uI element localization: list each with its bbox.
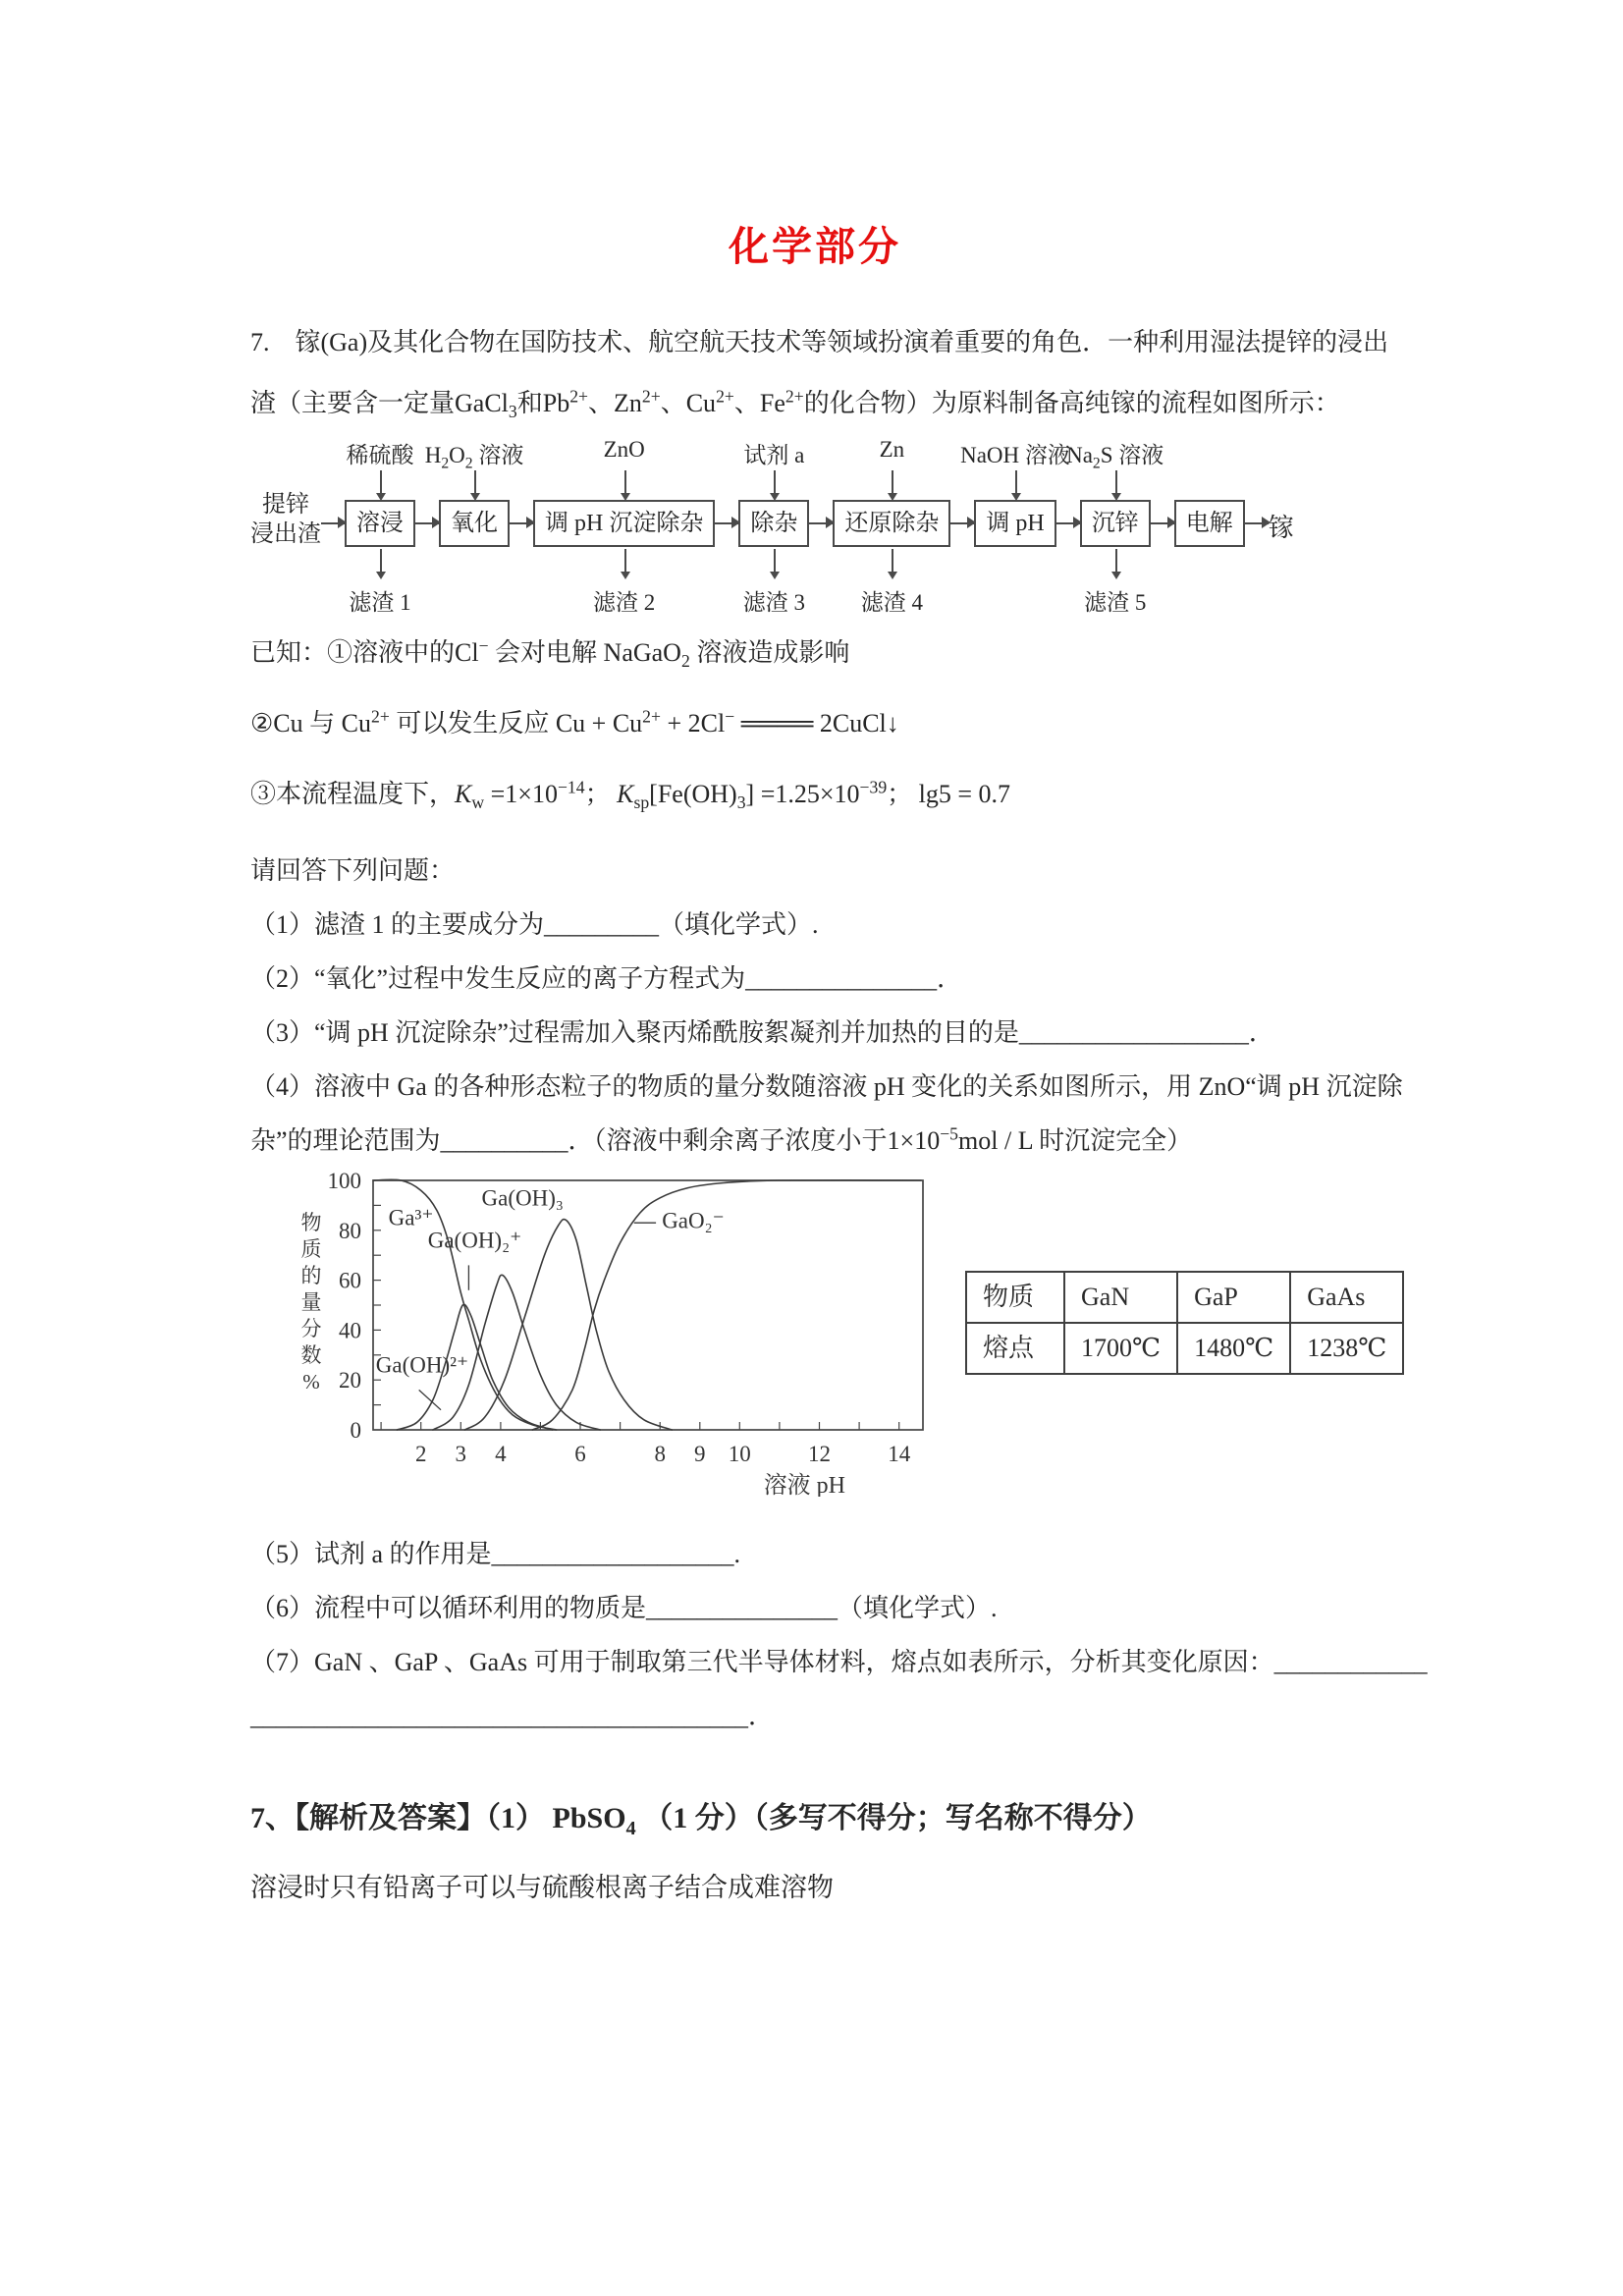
flow-residue-label: 滤渣 3 [742,590,805,615]
question-7-line2: 渣（主要含一定量GaCl$_3$和$Pb^{2+}$、$Zn^{2+}$、$Cu^{2+}$、$Fe^{2+}$的化合物）为原料制备高纯镓的流程如图所示： [250,386,1340,422]
flow-arrow-right-icon [809,522,833,524]
known-item-1: 已知：①溶液中的Cl− 会对电解 NaGaO$_2$ 溶液造成影响 [250,635,850,672]
svg-text:量: 量 [300,1290,322,1314]
flow-step-chuza [738,437,809,622]
flow-step-box: 调 pH [974,500,1055,547]
svg-text:物: 物 [300,1211,322,1234]
flow-step-box: 电解 [1174,500,1245,547]
flow-source-line2: 浸出渣 [250,521,321,547]
process-flow-diagram [250,437,1380,622]
svg-text:3: 3 [455,1442,467,1466]
flow-arrow-right-icon [1151,522,1174,524]
svg-text:12: 12 [808,1442,831,1466]
svg-text:14: 14 [888,1442,911,1466]
ga-species-ph-chart [290,1173,934,1497]
flow-residue-label: 滤渣 5 [1084,590,1147,615]
svg-text:10: 10 [728,1442,751,1466]
flow-arrow-down-icon [892,549,893,576]
flow-arrow-down-icon [1015,470,1017,498]
table-row [966,1323,1403,1374]
svg-text:8: 8 [654,1442,666,1466]
answer-line2: 溶浸时只有铅离子可以与硫酸根离子结合成难溶物 [250,1873,834,1902]
svg-text:Ga(OH)₂⁺: Ga(OH)₂⁺ [427,1228,522,1253]
flow-step-box: 沉锌 [1080,500,1151,547]
table-cell: GaN [1064,1272,1177,1323]
flow-arrow-down-icon [892,470,893,498]
subquestion-6: （6）流程中可以循环利用的物质是_______________（填化学式）. [250,1594,998,1622]
flow-reagent-label: NaOH 溶液 [960,443,1070,467]
subquestion-3: （3）“调 pH 沉淀除杂”过程需加入聚丙烯酰胺絮凝剂并加热的目的是__________________． [250,1018,1274,1047]
svg-text:60: 60 [339,1268,361,1293]
flow-step-tiaoph-chenDian [533,437,715,622]
answer-prompt: 请回答下列问题： [250,856,456,885]
flow-reagent-label: 试剂 a [743,443,805,467]
svg-text:20: 20 [339,1368,361,1394]
flow-arrow-right-icon [715,522,738,524]
flow-arrow-right-icon [510,522,533,524]
flow-reagent-label: Zn [879,437,905,462]
flow-step-box: 还原除杂 [833,500,950,547]
flow-step-box: 氧化 [439,500,510,547]
flow-arrow-right-icon [1056,522,1080,524]
flow-step-box: 除杂 [738,500,809,547]
subquestion-4-line1: （4）溶液中 Ga 的各种形态粒子的物质的量分数随溶液 pH 变化的关系如图所示，用 ZnO“调 pH 沉淀除 [250,1072,1403,1101]
svg-text:80: 80 [339,1218,361,1243]
svg-text:4: 4 [495,1442,507,1466]
flow-arrow-right-icon [415,522,439,524]
svg-text:溶液 pH: 溶液 pH [763,1473,846,1497]
flow-arrow-right-icon [321,522,345,524]
svg-text:Ga³⁺: Ga³⁺ [388,1205,434,1230]
table-cell: GaP [1177,1272,1290,1323]
melting-point-table [965,1271,1404,1375]
subquestion-1: （1）滤渣 1 的主要成分为_________（填化学式）. [250,910,819,939]
svg-text:Ga(OH)₃: Ga(OH)₃ [481,1185,564,1211]
flow-step-box: 调 pH 沉淀除杂 [533,500,715,547]
ga-species-ph-chart-svg [290,1173,928,1497]
flow-residue-label: 滤渣 4 [860,590,923,615]
flow-arrow-down-icon [774,549,776,576]
flow-step-chenxin [1066,437,1164,622]
subquestion-2: （2）“氧化”过程中发生反应的离子方程式为_______________． [250,964,963,993]
flow-reagent-label: $Na_2S$ 溶液 [1066,443,1164,472]
svg-text:的: 的 [300,1264,322,1287]
known-item-2: ②Cu 与 $Cu^{2+}$ 可以发生反应 $Cu + Cu^{2+} + 2Cl^-$ ════ 2CuCl↓ [250,706,899,738]
table-cell: 熔点 [966,1323,1064,1374]
flow-arrow-right-icon [1245,522,1269,524]
svg-text:GaO₂⁻: GaO₂⁻ [662,1208,725,1233]
flow-arrow-down-icon [380,470,382,498]
subquestion-4-line2: 杂”的理论范围为__________．（溶液中剩余离子浓度小于$1\times 10^{-5}mol / L$ 时沉淀完全） [250,1123,1193,1155]
svg-text:40: 40 [339,1318,361,1343]
svg-text:6: 6 [574,1442,586,1466]
flow-step-tiaoph [960,437,1070,622]
svg-text:2: 2 [414,1442,427,1466]
svg-text:数: 数 [300,1343,322,1367]
flow-residue-label: 滤渣 2 [593,590,656,615]
svg-text:0: 0 [350,1418,361,1443]
flow-arrow-down-icon [380,549,382,576]
question-7-line1: 7. 镓(Ga)及其化合物在国防技术、航空航天技术等领域扮演着重要的角色．一种利用湿法提锌的浸出 [250,328,1389,356]
table-cell: 物质 [966,1272,1064,1323]
flow-arrow-down-icon [474,470,476,498]
flow-arrow-down-icon [1115,549,1117,576]
table-cell: GaAs [1290,1272,1403,1323]
svg-text:Ga(OH)²⁺: Ga(OH)²⁺ [375,1352,469,1378]
flow-source-line1: 提锌 [262,492,309,518]
table-cell: 1238℃ [1290,1323,1403,1374]
page-content [250,0,1428,1904]
flow-arrow-down-icon [774,470,776,498]
svg-text:100: 100 [327,1173,361,1193]
flow-source-label [250,490,321,549]
svg-text:分: 分 [300,1317,322,1340]
subquestion-5: （5）试剂 a 的作用是___________________. [250,1540,741,1568]
flow-step-box: 溶浸 [345,500,415,547]
svg-text:9: 9 [694,1442,706,1466]
flow-step-huanyuan-chuza [833,437,950,622]
flow-step-rongjin [345,437,415,622]
flow-arrow-down-icon [1115,470,1117,498]
table-cell: 1480℃ [1177,1323,1290,1374]
svg-text:质: 质 [300,1237,322,1261]
flow-arrow-down-icon [624,549,626,576]
table-cell: 1700℃ [1064,1323,1177,1374]
svg-text:%: % [302,1370,320,1394]
flow-step-yanghua [424,437,524,622]
flow-arrow-down-icon [624,470,626,498]
chart-and-table-section [250,1173,1387,1520]
page-title: 化学部分 [729,224,901,269]
answer-line1: 7、【解析及答案】（1） PbSO$_4$ （1 分）（多写不得分；写名称不得分） [250,1802,1152,1839]
flow-step-dianjie [1174,437,1245,622]
table-row [966,1272,1403,1323]
flow-product-label: 镓 [1268,514,1294,542]
flow-reagent-label: $H_2O_2$ 溶液 [424,443,524,472]
known-item-3: ③本流程温度下，$K_w =1\times 10^{-14}$； $K_{sp}[Fe(OH)_3] =1.25\times 10^{-39}$； lg5 = 0.7 [250,777,1011,813]
flow-arrow-right-icon [950,522,974,524]
flow-residue-label: 滤渣 1 [349,590,411,615]
flow-reagent-label: ZnO [603,437,645,462]
flow-reagent-label: 稀硫酸 [346,443,414,467]
subquestion-7-continuation: _______________________________________． [250,1702,774,1730]
subquestion-7: （7）GaN 、GaP 、GaAs 可用于制取第三代半导体材料，熔点如表所示，分析其变化原因：____________ [250,1648,1428,1676]
